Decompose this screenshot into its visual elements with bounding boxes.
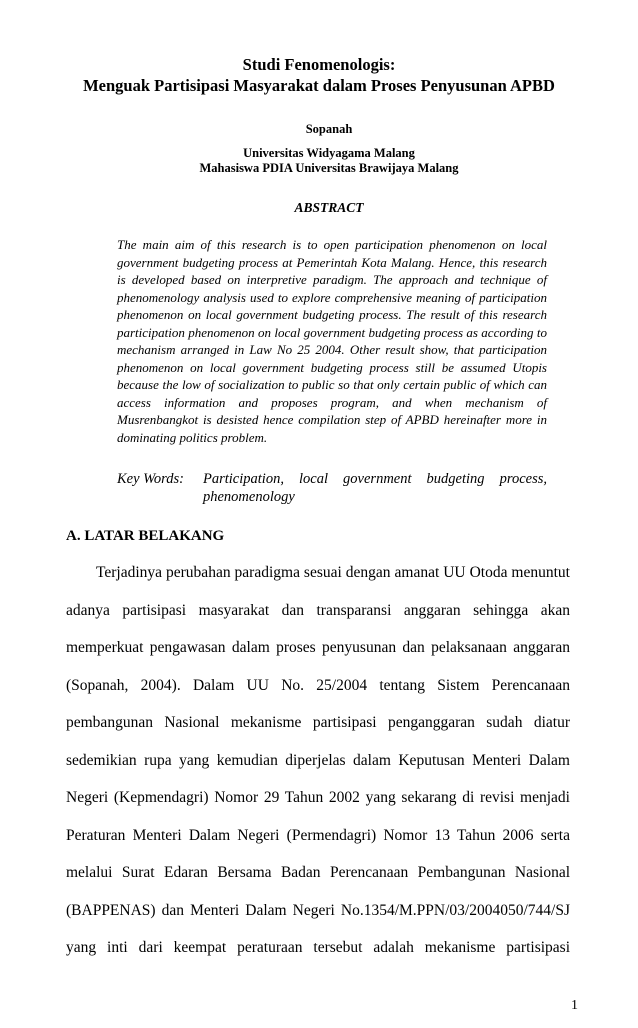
abstract-heading: ABSTRACT <box>294 200 364 215</box>
keywords <box>117 470 547 506</box>
section-heading: A. LATAR BELAKANG <box>66 528 225 544</box>
body-line: sedemikian rupa yang kemudian diperjelas dalam Keputusan Menteri Dalam <box>66 751 570 769</box>
body-line: yang inti dari keempat peraturaan tersebut adalah mekanisme partisipasi <box>66 939 570 956</box>
page-number: 1 <box>571 998 578 1013</box>
body-paragraph <box>66 564 570 977</box>
body-line: (Sopanah, 2004). Dalam UU No. 25/2004 tentang Sistem Perencanaan <box>66 676 570 694</box>
title-line-1: Studi Fenomenologis: <box>242 55 396 74</box>
author-name: Sopanah <box>305 122 353 136</box>
affiliation-2: Mahasiswa PDIA Universitas Brawijaya Malang <box>199 161 459 175</box>
keywords-text: Participation, local government budgeting process, phenomenology <box>203 471 547 505</box>
body-line: melalui Surat Edaran Bersama Badan Perencanaan Pembangunan Nasional <box>66 864 570 881</box>
keywords-label: Key Words: <box>117 471 184 487</box>
abstract-text: The main aim of this research is to open participation phenomenon on local government budgeting process at Pemerintah Kota Malang. Hence, this research is developed based on interpretive paradigm. The approach and technique of phenomenology analysis used to explore comprehensive meaning of participation phenomenon on local government budgeting process. The result of this research participation phenomenon on local government budgeting process as according to mechanism arranged in Law No 25 2004. Other result show, that participation phenomenon on local government budgeting process still be assumed Utopis because the low of socialization to public so that only certain public of which can access information and proposes program, and when mechanism of Musrenbangkot is desisted hence compilation step of APBD hereinafter more in dominating politics problem. <box>117 237 547 445</box>
body-line: memperkuat pengawasan dalam proses penyusunan dan pelaksanaan anggaran <box>66 639 570 656</box>
body-line: pembangunan Nasional mekanisme partisipasi penganggaran sudah diatur <box>66 714 570 731</box>
body-line: Negeri (Kepmendagri) Nomor 29 Tahun 2002 yang sekarang di revisi menjadi <box>66 789 570 806</box>
body-line: adanya partisipasi masyarakat dan transparansi anggaran sehingga akan <box>66 601 570 619</box>
title-line-2: Menguak Partisipasi Masyarakat dalam Proses Penyusunan APBD <box>83 76 555 95</box>
body-line: (BAPPENAS) dan Menteri Dalam Negeri No.1354/M.PPN/03/2004050/744/SJ <box>66 901 570 919</box>
body-line: Terjadinya perubahan paradigma sesuai dengan amanat UU Otoda menuntut <box>96 564 570 581</box>
body-line: Peraturan Menteri Dalam Negeri (Permendagri) Nomor 13 Tahun 2006 serta <box>66 826 570 844</box>
affiliation-1: Universitas Widyagama Malang <box>243 146 415 160</box>
